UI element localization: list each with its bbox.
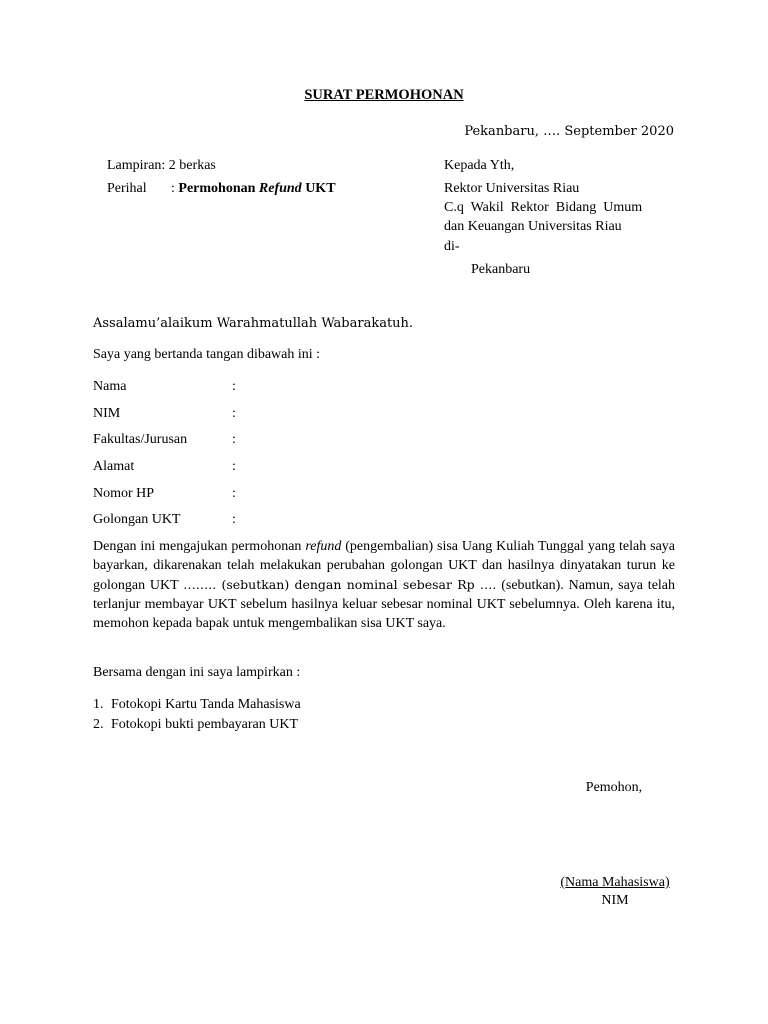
body-part-5: (sebutkan). Namun, saya telah terlanjur membayar UKT sebelum hasilnya keluar sebesar nominal UKT sebelumnya. Oleh karena itu, memohon kepada bapak untuk mengembalikan sisa UKT saya. bbox=[93, 578, 676, 631]
field-address-label: Alamat bbox=[93, 459, 135, 474]
greeting: Assalamu’alaikum Warahmatullah Wabarakatuh. bbox=[93, 316, 414, 331]
attachment-value: : 2 berkas bbox=[161, 158, 216, 173]
attachment-item-number: 2. bbox=[93, 717, 104, 732]
intro-text: Saya yang bertanda tangan dibawah ini : bbox=[93, 347, 321, 362]
attachment-item-text: Fotokopi bukti pembayaran UKT bbox=[111, 717, 299, 732]
field-ukt-group-colon: : bbox=[232, 512, 236, 527]
recipient-department: dan Keuangan Universitas Riau bbox=[444, 219, 622, 234]
attachment-item bbox=[93, 716, 298, 734]
subject-label: Perihal bbox=[107, 181, 147, 196]
applicant-label: Pemohon, bbox=[585, 780, 643, 795]
attachment-item-text: Fotokopi Kartu Tanda Mahasiswa bbox=[111, 697, 301, 712]
subject-value-prefix: Permohonan bbox=[178, 181, 256, 196]
applicant-name: (Nama Mahasiswa) bbox=[560, 875, 670, 890]
field-phone-colon: : bbox=[232, 486, 236, 501]
attachments-intro: Bersama dengan ini saya lampirkan : bbox=[93, 665, 301, 680]
body-part-4: …….. (sebutkan) dengan nominal sebesar Rp …. bbox=[183, 577, 497, 592]
field-nim-label: NIM bbox=[93, 406, 121, 421]
attachment-item bbox=[93, 696, 301, 714]
subject-value-italic: Refund bbox=[258, 181, 302, 196]
applicant-nim: NIM bbox=[601, 893, 629, 908]
attachment-item-number: 1. bbox=[93, 697, 104, 712]
date-line: Pekanbaru, …. September 2020 bbox=[464, 124, 674, 139]
recipient-cq: C.q Wakil Rektor Bidang Umum bbox=[444, 200, 643, 215]
attachment-line bbox=[107, 157, 216, 175]
letter-title: SURAT PERMOHONAN bbox=[304, 87, 464, 103]
body-paragraph bbox=[93, 537, 675, 633]
subject-line bbox=[107, 180, 336, 198]
subject-colon: : bbox=[171, 181, 175, 196]
field-faculty-colon: : bbox=[232, 432, 236, 447]
field-address-colon: : bbox=[232, 459, 236, 474]
field-phone-label: Nomor HP bbox=[93, 486, 155, 501]
field-name-colon: : bbox=[232, 379, 236, 394]
recipient-city: Pekanbaru bbox=[471, 262, 531, 277]
field-faculty-label: Fakultas/Jurusan bbox=[93, 432, 188, 447]
field-ukt-group-label: Golongan UKT bbox=[93, 512, 181, 527]
field-nim-colon: : bbox=[232, 406, 236, 421]
recipient-greeting: Kepada Yth, bbox=[444, 158, 515, 173]
recipient-di: di- bbox=[444, 239, 460, 254]
body-refund-term: refund bbox=[305, 539, 342, 554]
body-part-1: Dengan ini mengajukan permohonan bbox=[93, 539, 302, 554]
recipient-title: Rektor Universitas Riau bbox=[444, 181, 580, 196]
field-name-label: Nama bbox=[93, 379, 127, 394]
attachment-label: Lampiran bbox=[107, 158, 162, 173]
body-part-3: (pengembalian) sisa Uang Kuliah Tunggal yang telah saya bayarkan, dikarenakan telah melakukan perubahan golongan UKT dan hasilnya dinyatakan turun ke golongan UKT bbox=[93, 539, 676, 593]
subject-value-suffix: UKT bbox=[305, 181, 336, 196]
